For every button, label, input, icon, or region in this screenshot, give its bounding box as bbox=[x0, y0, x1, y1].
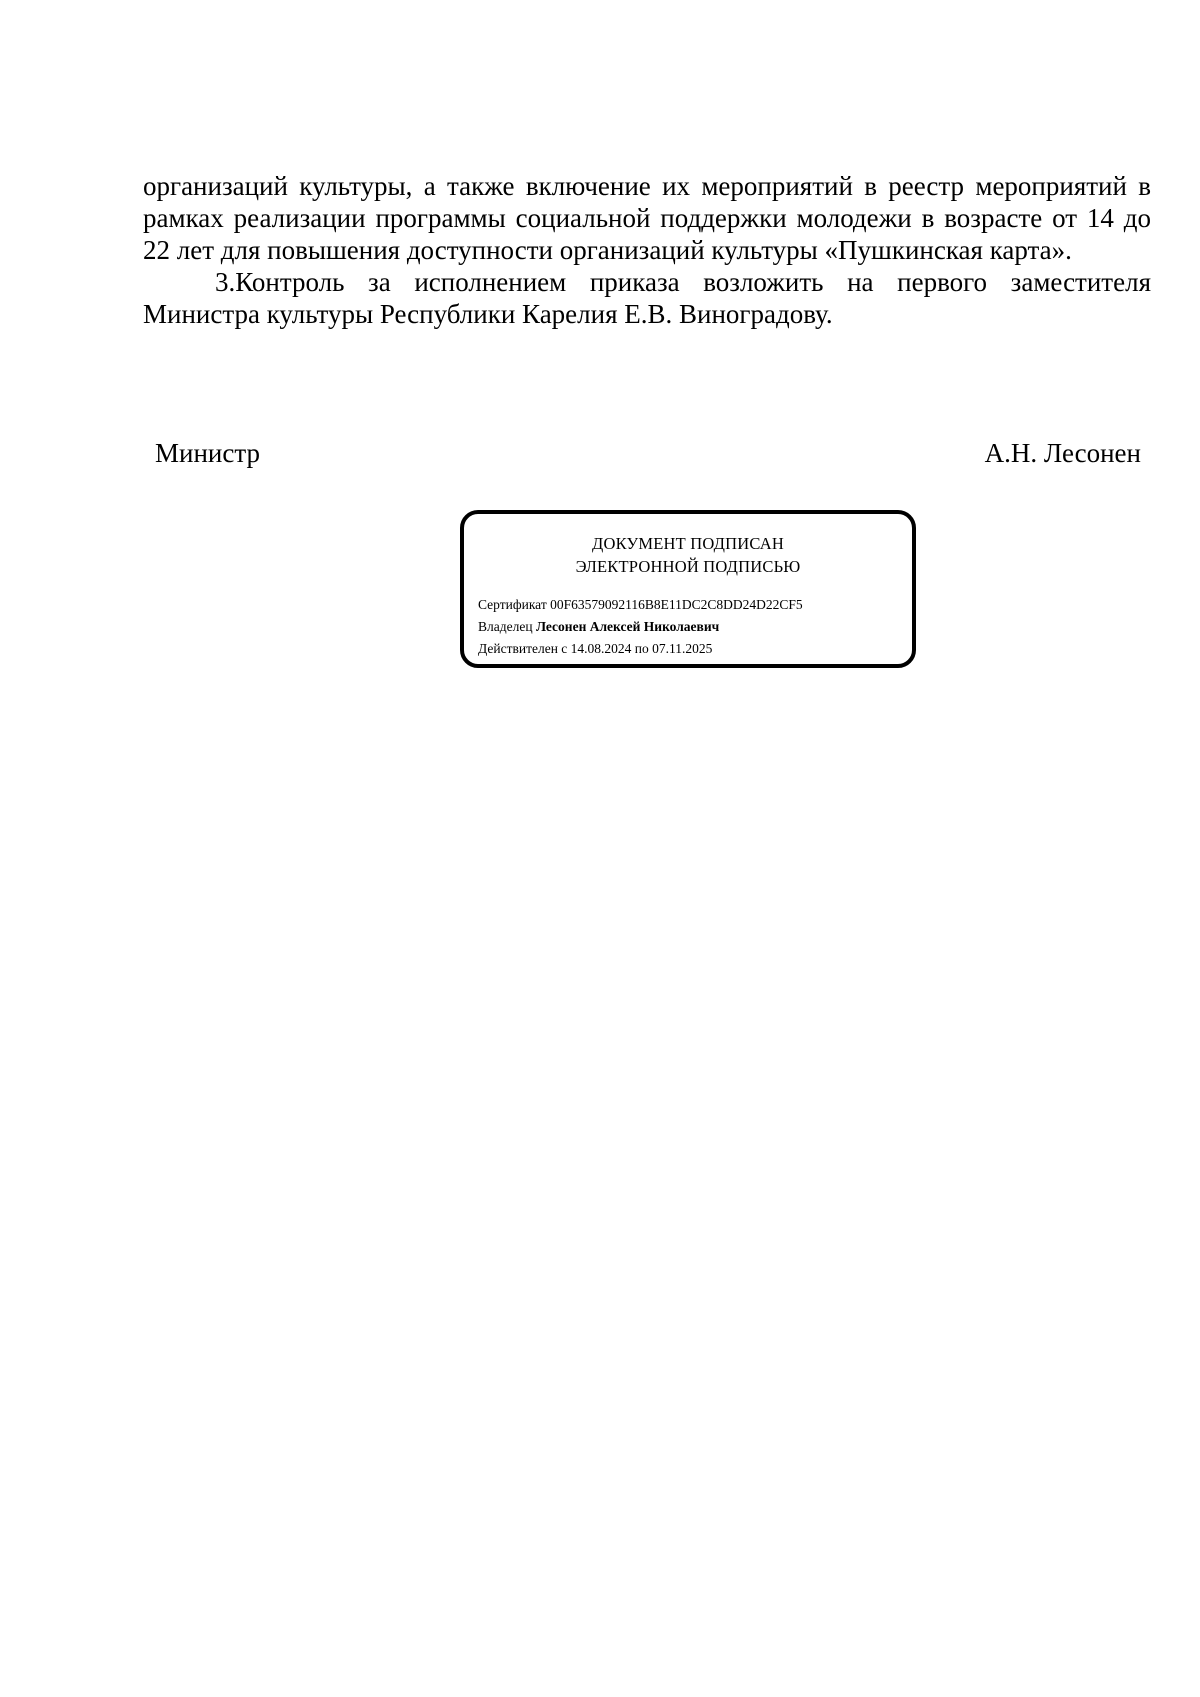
owner-value: Лесонен Алексей Николаевич bbox=[535, 619, 720, 634]
validity-from-date: 14.08.2024 bbox=[570, 641, 632, 656]
stamp-details bbox=[478, 594, 902, 660]
stamp-header-line-1: ДОКУМЕНТ ПОДПИСАН bbox=[592, 534, 784, 553]
paragraph-continuation: организаций культуры, а также включение их мероприятий в реестр мероприятий в рамках реализации программы социальной поддержки молодежи в возрасте от 14 до 22 лет для повышения доступности организаций культуры «Пушкинская карта». bbox=[143, 171, 1151, 265]
certificate-label: Сертификат bbox=[478, 597, 547, 612]
validity-from-label: Действителен с bbox=[478, 641, 568, 656]
owner-label: Владелец bbox=[478, 619, 533, 634]
stamp-certificate-line bbox=[478, 594, 902, 616]
stamp-header bbox=[464, 532, 912, 578]
electronic-signature-stamp bbox=[460, 510, 916, 668]
paragraph-item-3: 3.Контроль за исполнением приказа возложить на первого заместителя Министра культуры Республики Карелия Е.В. Виноградову. bbox=[143, 267, 1151, 329]
validity-to-date: 07.11.2025 bbox=[652, 641, 713, 656]
signer-name: А.Н. Лесонен bbox=[984, 438, 1141, 468]
signer-title: Министр bbox=[155, 438, 260, 468]
validity-to-label: по bbox=[634, 641, 649, 656]
stamp-validity-line bbox=[478, 638, 902, 660]
certificate-value: 00F63579092116B8E11DC2C8DD24D22CF5 bbox=[550, 597, 803, 612]
signature-block bbox=[155, 436, 1141, 470]
stamp-owner-line bbox=[478, 616, 902, 638]
stamp-header-line-2: ЭЛЕКТРОННОЙ ПОДПИСЬЮ bbox=[575, 557, 801, 576]
document-body bbox=[143, 170, 1151, 330]
